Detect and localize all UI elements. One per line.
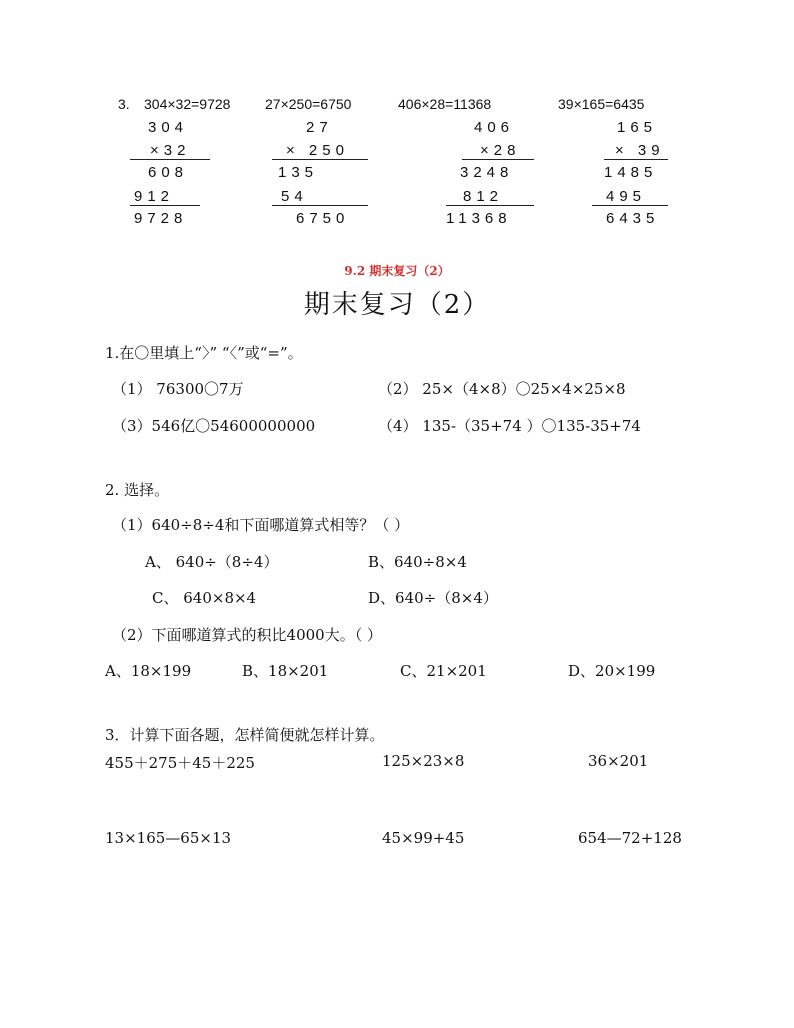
calc-row: 304 <box>148 119 189 136</box>
equation-3: 406×28=11368 <box>398 96 492 112</box>
calc-row: 6750 <box>296 210 350 227</box>
calc-row: 912 <box>134 188 175 205</box>
option-d: D、20×199 <box>568 662 656 680</box>
calc-row: 165 <box>617 119 658 136</box>
calc-line <box>604 159 668 160</box>
option-d: D、640÷（8×4） <box>368 589 498 607</box>
calc-row: 54 <box>281 188 308 205</box>
option-a: A、18×199 <box>105 662 192 680</box>
expression: 45×99+45 <box>382 829 465 847</box>
calc-row: 135 <box>278 164 319 181</box>
option-c: C、 640×8×4 <box>152 589 257 607</box>
calc-row: 27 <box>306 119 333 136</box>
option-a: A、 640÷（8÷4） <box>145 553 279 571</box>
question-1-item: （1） 76300〇7万 <box>112 380 244 398</box>
question-1-item: （2） 25×（4×8）〇25×4×25×8 <box>378 380 626 398</box>
section-subtitle: 9.2 期末复习（2） <box>344 264 450 278</box>
calc-row: 6435 <box>606 210 660 227</box>
calc-row: ×28 <box>480 142 521 159</box>
question-3-prompt: 3．计算下面各题，怎样简便就怎样计算。 <box>105 726 385 744</box>
expression: 654—72+128 <box>578 829 682 847</box>
calc-line <box>446 205 534 206</box>
calc-row: ×32 <box>150 142 191 159</box>
calc-row: × 39 <box>615 142 665 159</box>
question-1-item: （3）546亿〇54600000000 <box>112 417 316 435</box>
calc-row: 812 <box>463 188 504 205</box>
calc-row: 406 <box>474 119 515 136</box>
expression: 125×23×8 <box>382 752 465 770</box>
calc-line <box>130 205 200 206</box>
calc-line <box>130 159 210 160</box>
calc-line <box>272 205 368 206</box>
calc-line <box>462 159 534 160</box>
calc-row: 608 <box>148 164 189 181</box>
expression: 455＋275＋45＋225 <box>105 754 255 772</box>
option-b: B、640÷8×4 <box>368 553 467 571</box>
calc-row: × 250 <box>286 142 349 159</box>
equation-4: 39×165=6435 <box>558 96 645 112</box>
expression: 13×165—65×13 <box>105 829 232 847</box>
answer-label: 3. <box>118 96 130 112</box>
calc-line <box>272 159 368 160</box>
calc-row: 9728 <box>134 210 188 227</box>
calc-line <box>592 205 668 206</box>
calc-row: 3248 <box>460 164 514 181</box>
page-title: 期末复习（2） <box>303 290 491 320</box>
question-2-sub2: （2）下面哪道算式的积比4000大。（ ） <box>112 626 382 644</box>
option-b: B、18×201 <box>242 662 329 680</box>
calc-row: 495 <box>606 188 647 205</box>
equation-2: 27×250=6750 <box>265 96 352 112</box>
calc-row: 1485 <box>604 164 658 181</box>
question-2-sub1: （1）640÷8÷4和下面哪道算式相等？（ ） <box>112 516 410 534</box>
question-2-prompt: 2. 选择。 <box>105 481 170 499</box>
equation-1: 304×32=9728 <box>144 96 231 112</box>
question-1-item: （4） 135-（35+74 ）〇135-35+74 <box>378 417 641 435</box>
calc-row: 11368 <box>446 210 512 227</box>
question-1-prompt: 1.在〇里填上“〉” “〈”或“=”。 <box>105 344 303 362</box>
option-c: C、21×201 <box>400 662 487 680</box>
expression: 36×201 <box>588 752 649 770</box>
